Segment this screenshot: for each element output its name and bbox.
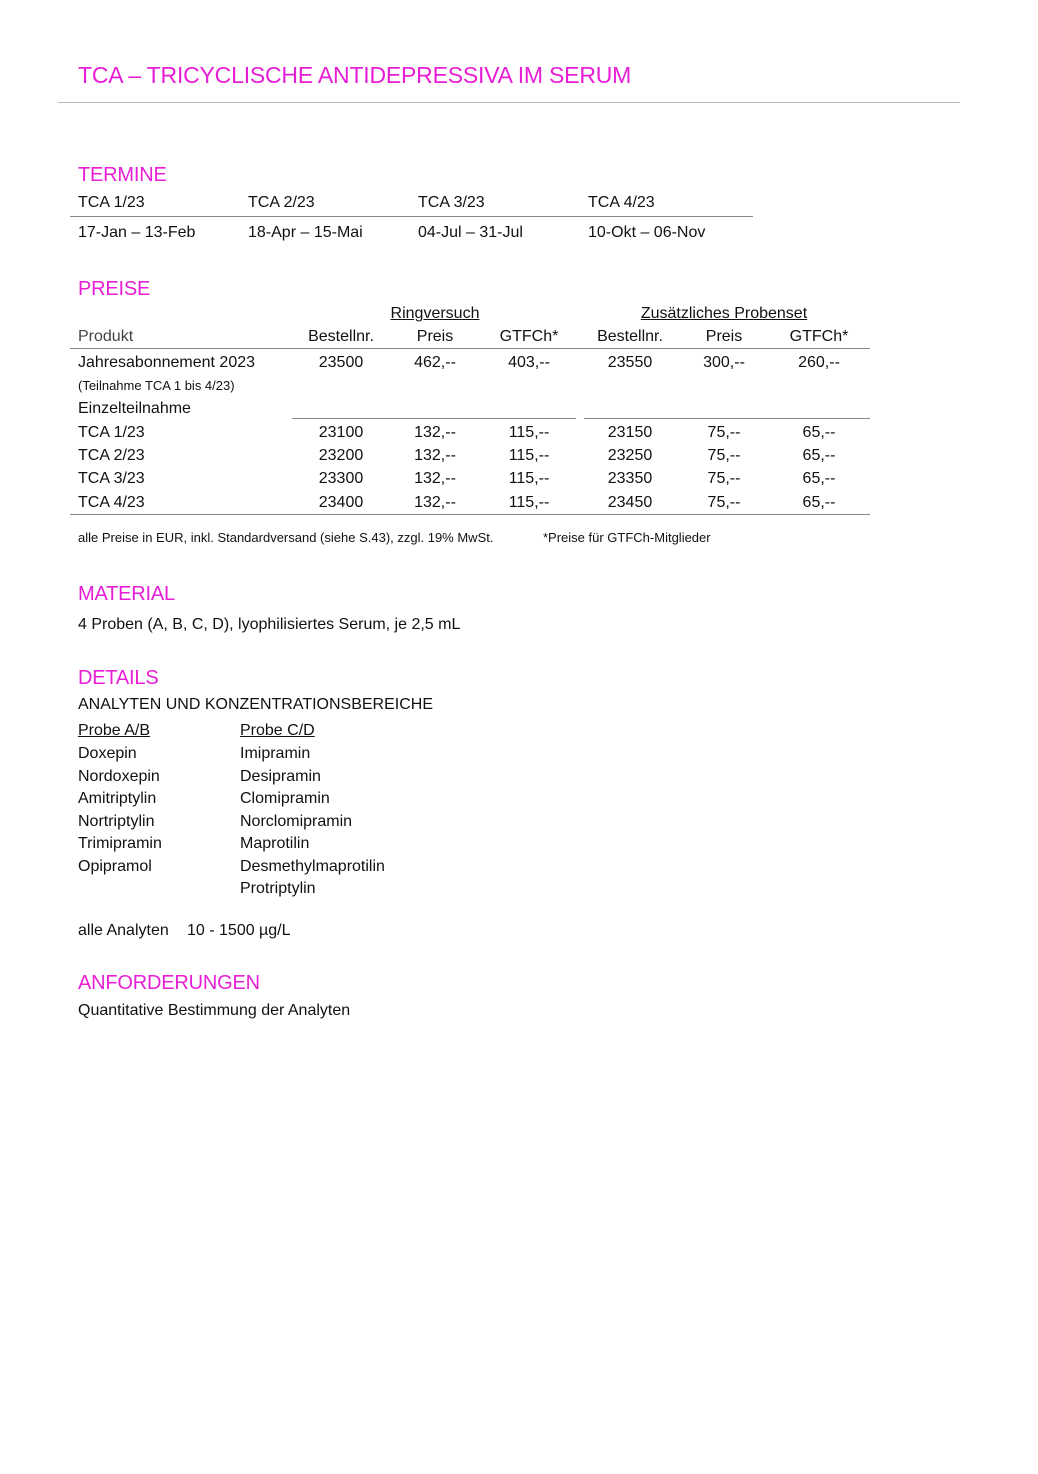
abo-preis-2: 300,-- — [703, 354, 745, 371]
analyte-cd: Desipramin — [240, 767, 321, 785]
col-produkt: Produkt — [78, 328, 134, 345]
einzel-label: Einzelteilnahme — [78, 400, 191, 417]
analyte-cd: Maprotilin — [240, 835, 310, 852]
price-row-preis-1: 132,-- — [414, 470, 456, 487]
analyte-cd: Protriptylin — [240, 880, 316, 897]
material-heading: MATERIAL — [78, 583, 175, 605]
price-row-bestellnr-1: 23300 — [318, 470, 364, 487]
analyte-ab: Amitriptylin — [78, 790, 157, 807]
price-row-preis-1: 132,-- — [414, 494, 456, 511]
material-text: 4 Proben (A, B, C, D), lyophilisiertes Serum, je 2,5 mL — [78, 616, 461, 633]
price-row-name: TCA 4/23 — [78, 494, 145, 511]
anforderungen-heading: ANFORDERUNGEN — [78, 972, 260, 994]
preise-footnote: alle Preise in EUR, inkl. Standardversand (siehe S.43), zzgl. 19% MwSt. — [78, 530, 494, 545]
analyte-ab: Nortriptylin — [78, 812, 155, 830]
preise-footnote-gtfch: *Preise für GTFCh-Mitglieder — [543, 530, 711, 545]
col-gtfch-1: GTFCh* — [499, 328, 559, 345]
price-row-preis-2: 75,-- — [707, 494, 741, 511]
col-preis-2: Preis — [705, 328, 743, 345]
price-row-gtfch-2: 65,-- — [802, 424, 836, 441]
price-row-bestellnr-1: 23400 — [318, 494, 364, 511]
abo-preis-1: 462,-- — [414, 354, 456, 371]
price-row-gtfch-1: 115,-- — [508, 494, 550, 511]
analyte-ab: Doxepin — [78, 745, 137, 762]
analyte-cd: Imipramin — [240, 745, 311, 762]
einzel-divider-1 — [292, 418, 576, 419]
page-title: TCA – TRICYCLISCHE ANTIDEPRESSIVA IM SERUM — [78, 62, 632, 88]
abo-bestellnr-2: 23550 — [607, 354, 653, 371]
termine-date-2: 18-Apr – 15-Mai — [248, 224, 363, 241]
price-row-bestellnr-2: 23350 — [607, 470, 653, 487]
title-divider — [58, 102, 960, 103]
range-label: alle Analyten — [78, 922, 169, 939]
termine-header-2: TCA 2/23 — [248, 194, 315, 211]
analyte-cd: Norclomipramin — [240, 812, 353, 830]
termine-date-4: 10-Okt – 06-Nov — [588, 224, 706, 241]
price-row-name: TCA 3/23 — [78, 470, 145, 487]
termine-header-4: TCA 4/23 — [588, 194, 655, 211]
price-row-gtfch-2: 65,-- — [802, 494, 836, 511]
preise-bottom-divider — [70, 514, 870, 515]
price-row-preis-2: 75,-- — [707, 470, 741, 487]
price-row-bestellnr-2: 23450 — [607, 494, 653, 511]
price-row-preis-2: 75,-- — [707, 424, 741, 441]
price-row-gtfch-1: 115,-- — [508, 447, 550, 464]
analyte-ab: Nordoxepin — [78, 767, 160, 785]
probe-cd-header: Probe C/D — [240, 722, 315, 739]
details-subheading: ANALYTEN UND KONZENTRATIONSBEREICHE — [78, 696, 434, 713]
abo-gtfch-1: 403,-- — [508, 354, 550, 371]
price-row-name: TCA 1/23 — [78, 424, 145, 441]
analyte-cd: Desmethylmaprotilin — [240, 857, 385, 875]
price-row-bestellnr-1: 23100 — [318, 424, 364, 441]
termine-divider — [70, 216, 753, 217]
analyte-ab: Opipramol — [78, 857, 152, 875]
price-row-gtfch-2: 65,-- — [802, 470, 836, 487]
termine-heading: TERMINE — [78, 164, 167, 186]
anforderungen-text: Quantitative Bestimmung der Analyten — [78, 1002, 351, 1019]
price-row-bestellnr-2: 23250 — [607, 447, 653, 464]
price-row-bestellnr-1: 23200 — [318, 447, 364, 464]
col-preis-1: Preis — [416, 328, 454, 345]
preise-heading: PREISE — [78, 278, 151, 300]
abo-bestellnr-1: 23500 — [318, 354, 364, 371]
group-ringversuch: Ringversuch — [390, 305, 480, 322]
range-value: 10 - 1500 µg/L — [187, 922, 291, 939]
price-row-gtfch-1: 115,-- — [508, 470, 550, 487]
termine-header-3: TCA 3/23 — [418, 194, 485, 211]
abo-gtfch-2: 260,-- — [798, 354, 840, 371]
price-row-preis-1: 132,-- — [414, 447, 456, 464]
details-heading: DETAILS — [78, 667, 159, 689]
group-probenset: Zusätzliches Probenset — [640, 305, 808, 322]
einzel-divider-2 — [584, 418, 870, 419]
price-row-preis-2: 75,-- — [707, 447, 741, 464]
analyte-cd: Clomipramin — [240, 790, 330, 807]
price-row-preis-1: 132,-- — [414, 424, 456, 441]
col-bestellnr-2: Bestellnr. — [597, 328, 663, 345]
termine-date-3: 04-Jul – 31-Jul — [418, 224, 523, 241]
termine-header-1: TCA 1/23 — [78, 194, 145, 211]
col-bestellnr-1: Bestellnr. — [308, 328, 374, 345]
abo-name: Jahresabonnement 2023 — [78, 354, 256, 371]
price-row-gtfch-2: 65,-- — [802, 447, 836, 464]
abo-note: (Teilnahme TCA 1 bis 4/23) — [78, 378, 235, 393]
analyte-ab: Trimipramin — [78, 835, 162, 852]
price-row-name: TCA 2/23 — [78, 447, 145, 464]
probe-ab-header: Probe A/B — [78, 722, 151, 739]
termine-date-1: 17-Jan – 13-Feb — [78, 224, 196, 241]
col-gtfch-2: GTFCh* — [789, 328, 849, 345]
price-row-bestellnr-2: 23150 — [607, 424, 653, 441]
price-row-gtfch-1: 115,-- — [508, 424, 550, 441]
preise-header-divider — [70, 348, 870, 349]
